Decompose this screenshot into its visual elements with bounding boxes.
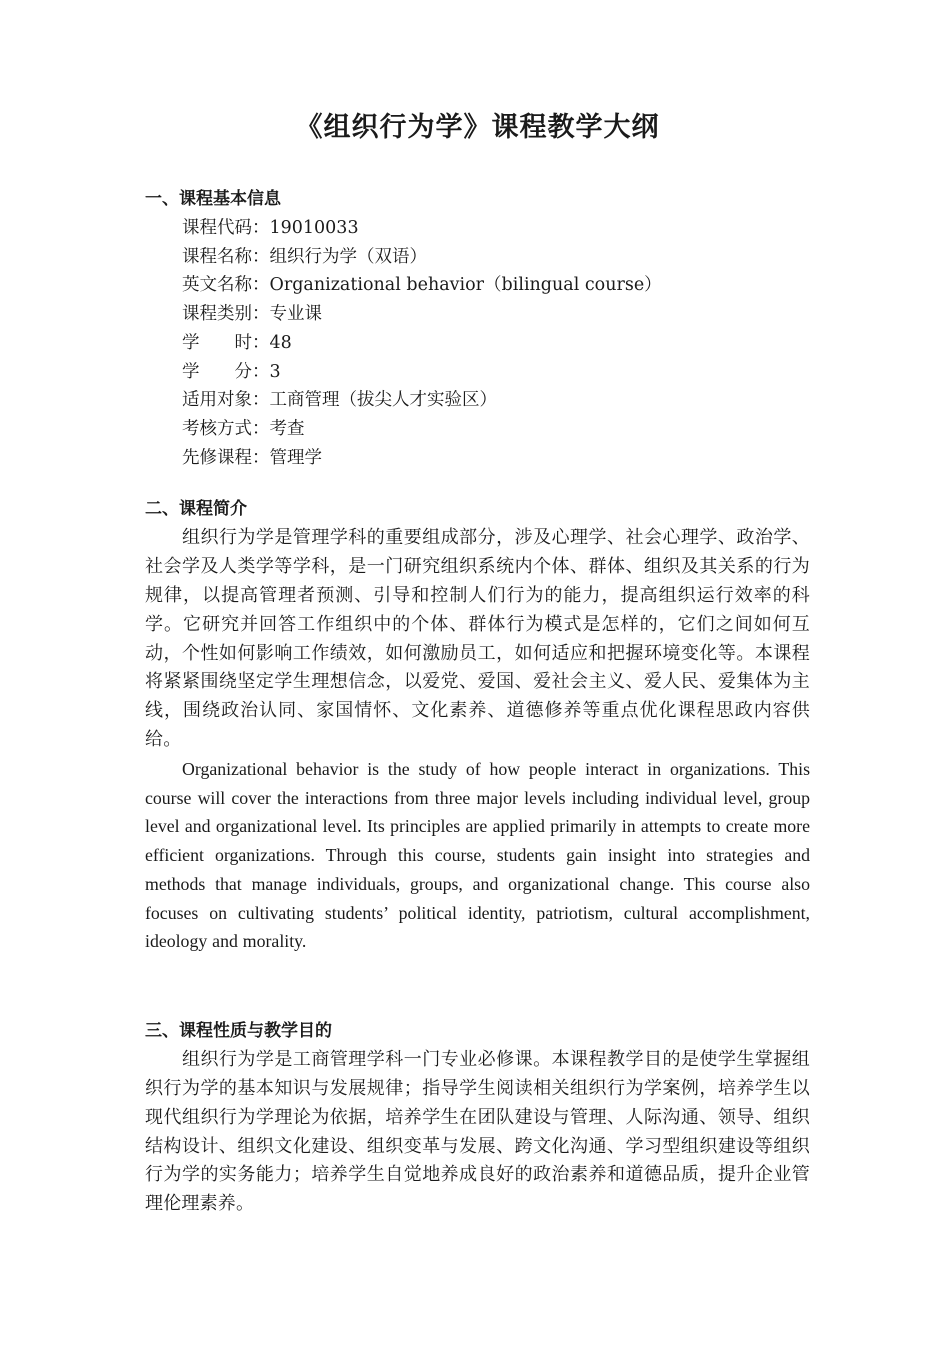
info-key: 英文名称：: [182, 275, 270, 296]
intro-paragraph-english: Organizational behavior is the study of how people interact in organizations. This course will cover the interactions from three major levels including individual level, group level and organizational level. Its principles are applied primarily in attempts to create more efficient organizations. Through this course, students gain insight into strategies and methods that manage individuals, groups, and organizational change. This course also focuses on cultivating students’ political identity, patriotism, cultural accomplishment, ideology and morality.: [145, 758, 810, 952]
info-row-target: [182, 386, 810, 415]
section-course-intro: [145, 494, 810, 956]
info-key: 先修课程：: [182, 447, 270, 468]
info-key: 适用对象：: [182, 390, 270, 411]
info-key: 课程类别：: [182, 304, 270, 325]
info-row-hours: [182, 329, 810, 358]
section-heading-course-intro: 二、课程简介: [145, 499, 247, 520]
info-key: 学 时：: [182, 332, 270, 353]
info-value: 3: [269, 361, 281, 382]
section-basic-info: [145, 184, 810, 472]
info-value: 管理学: [269, 447, 322, 468]
info-row-course-code: [182, 214, 810, 243]
info-key: 考核方式：: [182, 418, 270, 439]
info-row-english-name: [182, 271, 810, 300]
info-value: 19010033: [269, 218, 359, 238]
section-heading-course-nature: 三、课程性质与教学目的: [145, 1021, 332, 1042]
info-value: Organizational behavior（bilingual course）: [269, 275, 662, 296]
info-key: 课程名称：: [182, 246, 270, 267]
intro-paragraph-chinese: 组织行为学是管理学科的重要组成部分，涉及心理学、社会心理学、政治学、社会学及人类学等学科，是一门研究组织系统内个体、群体、组织及其关系的行为规律，以提高管理者预测、引导和控制人们行为的能力，提高组织运行效率的科学。它研究并回答工作组织中的个体、群体行为模式是怎样的，它们之间如何互动，个性如何影响工作绩效，如何激励员工，如何适应和把握环境变化等。本课程将紧紧围绕坚定学生理想信念，以爱党、爱国、爱社会主义、爱人民、爱集体为主线，围绕政治认同、家国情怀、文化素养、道德修养等重点优化课程思政内容供给。: [145, 527, 810, 750]
info-value: 考查: [269, 418, 305, 439]
info-row-course-type: [182, 300, 810, 329]
section-heading-basic-info: 一、课程基本信息: [145, 189, 281, 209]
info-row-prerequisite: [182, 444, 810, 473]
info-value: 专业课: [269, 304, 322, 325]
info-list: [145, 214, 810, 472]
info-row-assessment: [182, 415, 810, 444]
info-value: 工商管理（拔尖人才实验区）: [269, 390, 497, 411]
nature-paragraph: 组织行为学是工商管理学科一门专业必修课。本课程教学目的是使学生掌握组织行为学的基本知识与发展规律；指导学生阅读相关组织行为学案例，培养学生以现代组织行为学理论为依据，培养学生在团队建设与管理、人际沟通、领导、组织结构设计、组织文化建设、组织变革与发展、跨文化沟通、学习型组织建设等组织行为学的实务能力；培养学生自觉地养成良好的政治素养和道德品质，提升企业管理伦理素养。: [145, 1049, 810, 1215]
info-key: 课程代码：: [182, 218, 270, 238]
section-course-nature: [145, 1016, 810, 1219]
info-key: 学 分：: [182, 361, 270, 382]
info-value: 组织行为学（双语）: [269, 246, 427, 267]
info-row-credits: [182, 358, 810, 387]
document-title: 《组织行为学》课程教学大纲: [295, 112, 660, 143]
info-row-course-name: [182, 243, 810, 272]
info-value: 48: [269, 332, 292, 353]
